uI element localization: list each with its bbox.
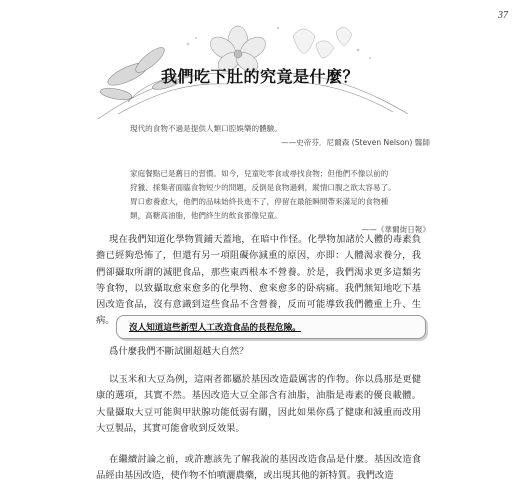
warning-callout bbox=[116, 315, 426, 339]
epigraph-1 bbox=[130, 122, 430, 150]
paragraph-text: 在繼續討論之前，或許應該先了解我說的基因改造食品是什麼。基因改造食品經由基因改造，使作物不怕噴灑農藥，或出現其他的新特質。我們改造 bbox=[96, 454, 421, 482]
body-paragraph-2 bbox=[96, 344, 421, 360]
paragraph-text: 以玉米和大豆為例，這兩者都屬於基因改造最厲害的作物。你以爲那是更健康的選項，其實不然。基因改造大豆全部含有油脂，油脂是毒素的優良載體。大量攝取大豆可能與甲狀腺功能低弱有關，因此如果你爲了健康和減重而改用大豆製品，其實可能會收到反效果。 bbox=[96, 374, 421, 434]
paragraph-text: 現在我們知道化學物質鋪天蓋地，在暗中作怪。化學物加諸於人體的毒素負擔已經夠恐怖了，但還有另一項阻礙你減重的原因，亦即：人體渴求養分，我們卻攝取所謂的減肥食品，那些東西根本不營養。於是，我們渴求更多這類劣等食物，以致攝取愈來愈多的化學物、愈來愈多的卧病痛。我們無知地吃下基因改造食品，沒有意識到這些食品不含營養，反而可能導致我們體重上升、生病。 bbox=[96, 234, 421, 327]
epigraph-2-line: 胃口愈養愈大，他們的品味始終長進不了，停留在最能瞬間帶來滿足的食物種 bbox=[130, 197, 389, 206]
page-number: 37 bbox=[498, 10, 508, 21]
epigraph-2-line: 狩獵、採集者面臨食物短少的問題，反倒是食物過剩，縱情口腹之欲太容易了。 bbox=[130, 183, 396, 192]
body-paragraph-3 bbox=[96, 372, 421, 437]
chapter-title: 我們吃下肚的究竟是什麼？ bbox=[160, 67, 359, 86]
epigraph-1-attribution: ——史帝芬．尼爾森 (Steven Nelson) 醫師 bbox=[280, 138, 430, 147]
epigraph-2 bbox=[130, 167, 430, 237]
body-paragraph-4 bbox=[96, 452, 421, 485]
epigraph-2-line: 家庭餐點已是舊日的習慣。如今，兒童吃零食或尋找食物；但他們不像以前的 bbox=[130, 169, 389, 178]
epigraph-2-attribution: ——《華爾街日報》 bbox=[361, 225, 430, 234]
epigraph-2-line: 類，高糖高油脂，他們終生的飲食都像兒童。 bbox=[130, 211, 282, 220]
epigraph-1-text: 現代的食物不過是提供人類口腔娛樂的體驗。 bbox=[130, 124, 282, 133]
warning-text: 沒人知道這些新型人工改造食品的長程危險。 bbox=[129, 323, 301, 333]
paragraph-text: 爲什麼我們不斷試圖超越大自然？ bbox=[109, 346, 249, 357]
